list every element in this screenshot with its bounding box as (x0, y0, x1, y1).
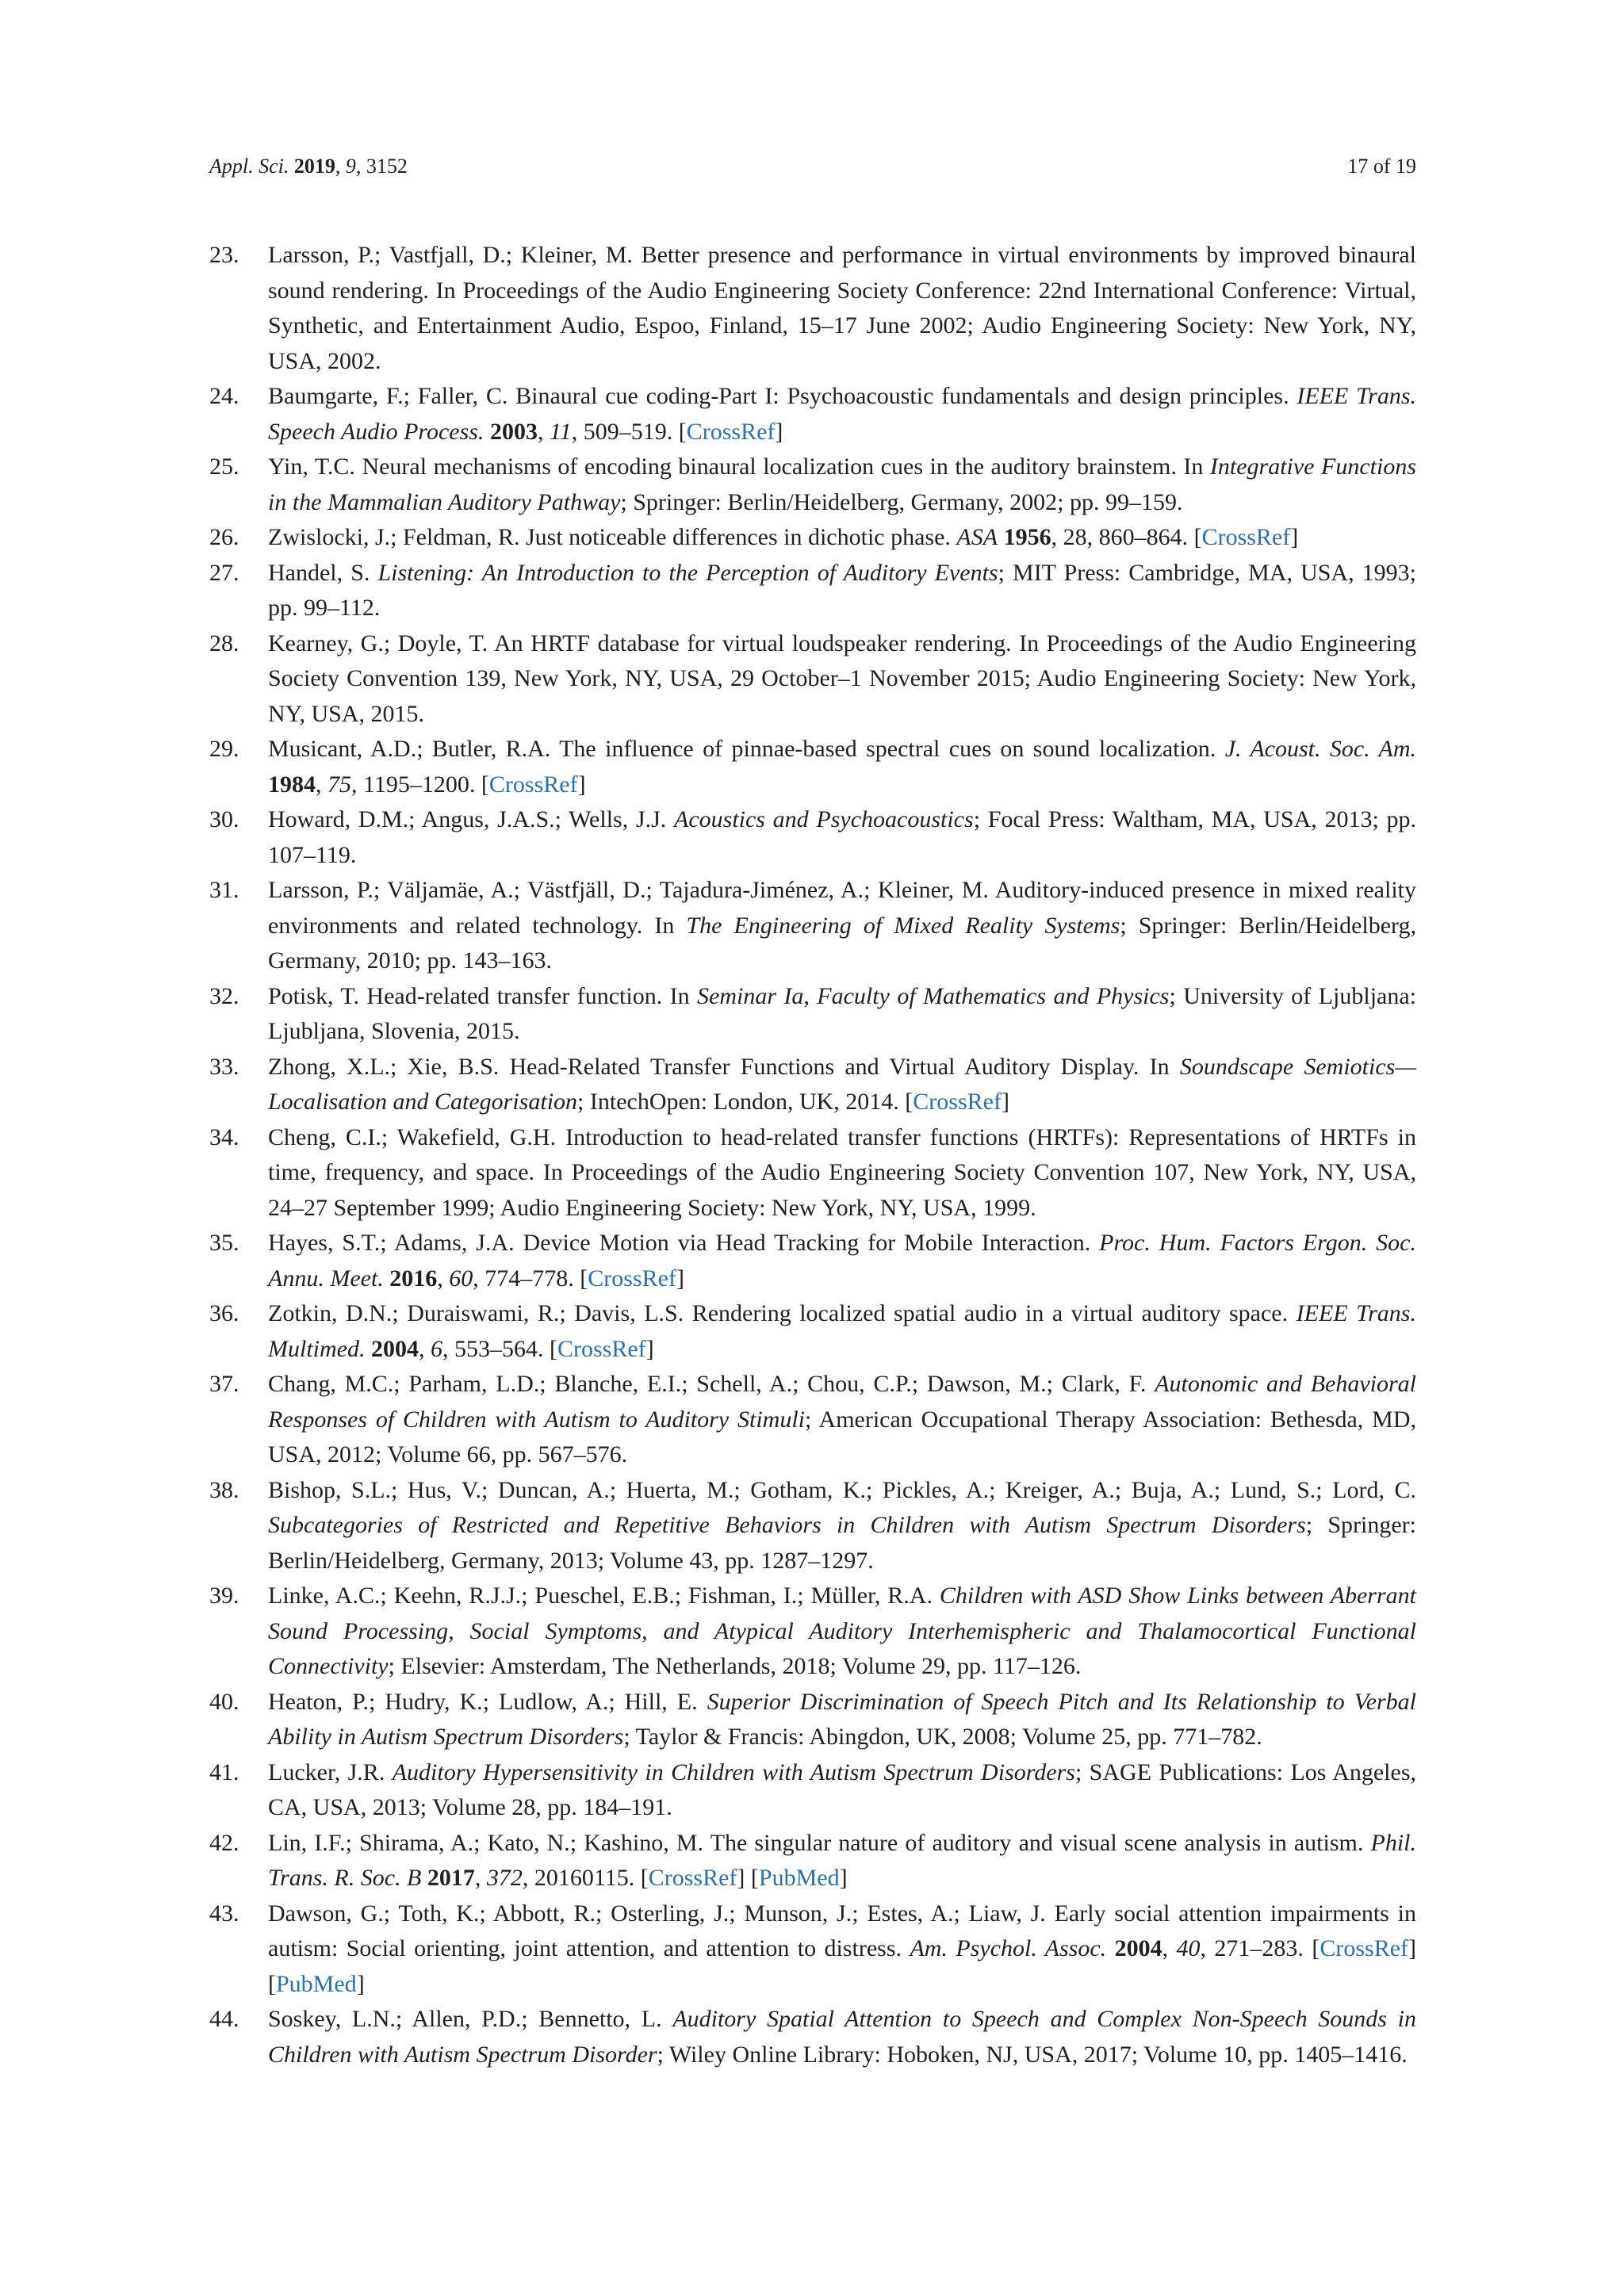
reference-text: Bishop, S.L.; Hus, V.; Duncan, A.; Huerta, M.; Gotham, K.; Pickles, A.; Kreiger, A.; Buja, A.; Lund, S.; Lord, C. (268, 1476, 1416, 1503)
reference-text: ] (676, 1265, 684, 1292)
reference-item (209, 1826, 1416, 1896)
reference-text: Chang, M.C.; Parham, L.D.; Blanche, E.I.; Schell, A.; Chou, C.P.; Dawson, M.; Clark, F. (268, 1371, 1155, 1397)
reference-list (209, 238, 1416, 2072)
reference-number: 37. (209, 1371, 239, 1397)
reference-text: Larsson, P.; Vastfjall, D.; Kleiner, M. Better presence and performance in virtual environments by improved binaural sound rendering. In Proceedings of the Audio Engineering Society Conference: 22nd International Conference: Virtual, Synthetic, and Entertainment Audio, Espoo, Finland, 15–17 June 2002; Audio Engineering Society: New York, NY, USA, 2002. (268, 242, 1416, 374)
crossref-link[interactable]: CrossRef (686, 418, 776, 445)
crossref-link[interactable]: CrossRef (488, 771, 578, 798)
reference-text: ; IntechOpen: London, UK, 2014. [ (577, 1089, 914, 1115)
reference-text: ; Wiley Online Library: Hoboken, NJ, USA, 2017; Volume 10, pp. 1405–1416. (657, 2041, 1408, 2068)
reference-title-italic: Acoustics and Psychoacoustics (674, 806, 974, 832)
journal-article-number: , 3152 (355, 155, 408, 178)
reference-text: ] (1001, 1089, 1009, 1115)
reference-text: Yin, T.C. Neural mechanisms of encoding binaural localization cues in the auditory brainstem. In (268, 453, 1210, 480)
reference-text: , (537, 418, 550, 445)
reference-text: Potisk, T. Head-related transfer function. In (268, 982, 697, 1009)
reference-text: ] (839, 1865, 848, 1891)
reference-text: , 1195–1200. [ (351, 771, 489, 798)
reference-number: 43. (209, 1900, 239, 1927)
crossref-link[interactable]: CrossRef (557, 1335, 646, 1362)
reference-item (209, 732, 1416, 802)
crossref-link[interactable]: CrossRef (588, 1265, 676, 1292)
reference-item (209, 1226, 1416, 1296)
reference-year: 2017 (427, 1865, 475, 1891)
reference-text: Zotkin, D.N.; Duraiswami, R.; Davis, L.S. Rendering localized spatial audio in a virtual auditory space. (268, 1300, 1297, 1326)
reference-text: ; SAGE Publications: Los Angeles, CA, USA, 2013; Volume 28, pp. 184–191. (268, 1758, 1417, 1820)
reference-text: ; Focal Press: Waltham, MA, USA, 2013; pp. 107–119. (268, 806, 1417, 868)
reference-number: 39. (209, 1582, 239, 1609)
reference-text: Zhong, X.L.; Xie, B.S. Head-Related Transfer Functions and Virtual Auditory Display. In (268, 1053, 1180, 1080)
reference-item (209, 1120, 1416, 1226)
reference-title-italic: 40 (1176, 1935, 1201, 1961)
reference-text: Lin, I.F.; Shirama, A.; Kato, N.; Kashino, M. The singular nature of auditory and visual scene analysis in autism. (268, 1829, 1371, 1856)
reference-text: , 271–283. [ (1200, 1935, 1320, 1961)
reference-title-italic: Superior Discrimination of Speech Pitch and Its Relationship to Verbal Ability in Autism Spectrum Disorders (268, 1688, 1417, 1750)
reference-number: 44. (209, 2006, 239, 2032)
reference-title-italic: 75 (327, 771, 351, 798)
pubmed-link[interactable]: PubMed (758, 1865, 840, 1891)
reference-text: ] (775, 418, 783, 445)
reference-year: 1956 (1003, 524, 1051, 550)
reference-title-italic: ASA (956, 524, 998, 550)
reference-number: 24. (209, 383, 239, 409)
reference-number: 31. (209, 877, 239, 903)
reference-year: 2016 (389, 1265, 438, 1292)
journal-name: Appl. Sci. (209, 155, 289, 178)
reference-title-italic: 60 (449, 1265, 473, 1292)
reference-number: 26. (209, 524, 239, 550)
reference-text (998, 524, 1004, 550)
reference-text: , (316, 771, 327, 798)
reference-title-italic: Listening: An Introduction to the Perception of Auditory Events (377, 559, 998, 586)
reference-text: Musicant, A.D.; Butler, R.A. The influence of pinnae-based spectral cues on sound localization. (268, 736, 1225, 762)
reference-number: 33. (209, 1053, 239, 1080)
reference-text (484, 419, 490, 445)
reference-text: Zwislocki, J.; Feldman, R. Just noticeable differences in dichotic phase. (268, 524, 957, 550)
reference-number: 36. (209, 1300, 239, 1326)
reference-text: Dawson, G.; Toth, K.; Abbott, R.; Osterling, J.; Munson, J.; Estes, A.; Liaw, J. Early social attention impairments in autism: Social orienting, joint attention, and attention to distress. (268, 1900, 1416, 1961)
reference-title-italic: J. Acoust. Soc. Am. (1224, 736, 1417, 762)
reference-item (209, 1367, 1416, 1473)
reference-item (209, 873, 1416, 979)
reference-number: 30. (209, 806, 239, 832)
reference-number: 40. (209, 1688, 239, 1715)
reference-title-italic: Phil. Trans. R. Soc. B (268, 1829, 1416, 1891)
reference-item (209, 626, 1416, 733)
reference-title-italic: 372 (486, 1865, 523, 1891)
reference-text: , 20160115. [ (522, 1865, 649, 1891)
reference-item (209, 1685, 1416, 1755)
reference-title-italic: Integrative Functions in the Mammalian Auditory Pathway (268, 453, 1416, 515)
reference-year: 1984 (268, 771, 316, 798)
reference-title-italic: The Engineering of Mixed Reality Systems (686, 912, 1120, 939)
reference-text: ; Springer: Berlin/Heidelberg, Germany, 2010; pp. 143–163. (268, 912, 1416, 974)
reference-item (209, 450, 1416, 520)
reference-text: Heaton, P.; Hudry, K.; Ludlow, A.; Hill, E. (268, 1688, 707, 1715)
reference-year: 2003 (489, 418, 538, 445)
reference-text: Howard, D.M.; Angus, J.A.S.; Wells, J.J. (268, 806, 674, 832)
reference-text: ; Taylor & Francis: Abingdon, UK, 2008; Volume 25, pp. 771–782. (623, 1724, 1262, 1750)
reference-text: ; American Occupational Therapy Association: Bethesda, MD, USA, 2012; Volume 66, pp. 567–576. (268, 1406, 1416, 1468)
reference-text: ; MIT Press: Cambridge, MA, USA, 1993; pp. 99–112. (268, 559, 1416, 621)
reference-text: Kearney, G.; Doyle, T. An HRTF database for virtual loudspeaker rendering. In Proceedings of the Audio Engineering Society Convention 139, New York, NY, USA, 29 October–1 November 2015; Audio Engineering Society: New York, NY, USA, 2015. (268, 629, 1416, 727)
reference-item (209, 520, 1416, 556)
reference-title-italic: Am. Psychol. Assoc. (910, 1935, 1107, 1961)
reference-number: 27. (209, 559, 239, 586)
reference-number: 41. (209, 1758, 239, 1785)
reference-text: , 28, 860–864. [ (1051, 524, 1202, 550)
reference-item (209, 979, 1416, 1050)
reference-item (209, 1755, 1416, 1826)
crossref-link[interactable]: CrossRef (1320, 1935, 1409, 1961)
crossref-link[interactable]: CrossRef (1201, 524, 1291, 550)
reference-number: 23. (209, 242, 239, 268)
reference-number: 25. (209, 453, 239, 480)
reference-title-italic: Children with ASD Show Links between Aberrant Sound Processing, Social Symptoms, and Atypical Auditory Interhemispheric and Thalamocortical Functional Connectivity (268, 1582, 1416, 1679)
reference-item (209, 1896, 1416, 2003)
reference-text: ] [ (268, 1935, 1417, 1997)
reference-text: ] [ (737, 1865, 759, 1891)
reference-text: ; Springer: Berlin/Heidelberg, Germany, 2013; Volume 43, pp. 1287–1297. (268, 1512, 1416, 1574)
reference-text: , 509–519. [ (571, 418, 687, 445)
crossref-link[interactable]: CrossRef (913, 1089, 1002, 1115)
reference-title-italic: 6 (430, 1335, 442, 1362)
reference-text: Baumgarte, F.; Faller, C. Binaural cue coding-Part I: Psychoacoustic fundamentals and design principles. (268, 383, 1297, 409)
reference-text: Cheng, C.I.; Wakefield, G.H. Introduction to head-related transfer functions (HRTFs): Representations of HRTFs in time, frequency, and space. In Proceedings of the Audio Engineering Society Convention 107, New York, NY, USA, 24–27 September 1999; Audio Engineering Society: New York, NY, USA, 1999. (268, 1123, 1416, 1221)
reference-number: 34. (209, 1123, 239, 1150)
reference-item (209, 1578, 1416, 1685)
reference-text: ; Springer: Berlin/Heidelberg, Germany, 2002; pp. 99–159. (620, 488, 1183, 515)
reference-number: 29. (209, 736, 239, 762)
reference-title-italic: Seminar Ia, Faculty of Mathematics and Physics (697, 982, 1170, 1009)
reference-text: ; Elsevier: Amsterdam, The Netherlands, 2018; Volume 29, pp. 117–126. (388, 1653, 1082, 1679)
reference-item (209, 238, 1416, 379)
running-header (209, 151, 1416, 182)
reference-item (209, 1296, 1416, 1367)
reference-text: Lucker, J.R. (268, 1758, 393, 1785)
journal-year: 2019 (293, 155, 335, 178)
reference-title-italic: Subcategories of Restricted and Repetitive Behaviors in Children with Autism Spectrum Disorders (268, 1512, 1306, 1538)
reference-title-italic: 11 (549, 418, 572, 445)
reference-item (209, 1473, 1416, 1579)
reference-number: 42. (209, 1829, 239, 1856)
reference-item (209, 2002, 1416, 2072)
reference-text: , (1162, 1935, 1177, 1961)
reference-year: 2004 (370, 1335, 419, 1362)
reference-text (1106, 1935, 1114, 1961)
page-number: 17 of 19 (1347, 155, 1416, 178)
reference-title-italic: Soundscape Semiotics—Localisation and Categorisation (268, 1053, 1417, 1115)
reference-title-italic: IEEE Trans. Multimed. (268, 1300, 1416, 1362)
reference-item (209, 1050, 1416, 1120)
reference-text: Handel, S. (268, 559, 378, 586)
reference-year: 2004 (1114, 1935, 1162, 1961)
reference-text: Linke, A.C.; Keehn, R.J.J.; Pueschel, E.B.; Fishman, I.; Müller, R.A. (268, 1582, 940, 1609)
reference-title-italic: Auditory Hypersensitivity in Children with Autism Spectrum Disorders (392, 1758, 1075, 1785)
reference-text: Hayes, S.T.; Adams, J.A. Device Motion via Head Tracking for Mobile Interaction. (268, 1230, 1100, 1256)
reference-text: , 774–778. [ (473, 1265, 588, 1292)
crossref-link[interactable]: CrossRef (648, 1865, 737, 1891)
journal-citation: Appl. Sci. 2019, 9, 3152 (209, 155, 408, 178)
reference-text (365, 1336, 371, 1362)
reference-text: , (437, 1265, 450, 1292)
reference-title-italic: Auditory Spatial Attention to Speech and Complex Non-Speech Sounds in Children with Autism Spectrum Disorder (268, 2006, 1417, 2068)
reference-item (209, 802, 1416, 873)
reference-text: Soskey, L.N.; Allen, P.D.; Bennetto, L. (268, 2006, 673, 2032)
reference-text: , (418, 1335, 431, 1362)
journal-volume: 9 (345, 155, 356, 178)
reference-title-italic: Proc. Hum. Factors Ergon. Soc. Annu. Meet. (268, 1230, 1416, 1292)
reference-text: ; University of Ljubljana: Ljubljana, Slovenia, 2015. (268, 982, 1416, 1044)
reference-text: ] (356, 1970, 365, 1997)
reference-text: Larsson, P.; Väljamäe, A.; Västfjäll, D.; Tajadura-Jiménez, A.; Kleiner, M. Auditory-induced presence in mixed reality environments and related technology. In (268, 877, 1416, 939)
reference-number: 28. (209, 629, 239, 656)
reference-text: ] (1290, 524, 1299, 550)
reference-item (209, 379, 1416, 450)
reference-text: , 553–564. [ (442, 1335, 557, 1362)
reference-text (421, 1865, 427, 1891)
reference-text: , (474, 1865, 487, 1891)
reference-item (209, 556, 1416, 626)
reference-number: 38. (209, 1476, 239, 1503)
pubmed-link[interactable]: PubMed (276, 1970, 357, 1997)
reference-text: ] (645, 1335, 654, 1362)
reference-number: 35. (209, 1230, 239, 1256)
reference-title-italic: Autonomic and Behavioral Responses of Children with Autism to Auditory Stimuli (268, 1371, 1416, 1433)
reference-text: ] (577, 771, 586, 798)
reference-title-italic: IEEE Trans. Speech Audio Process. (268, 383, 1416, 445)
reference-number: 32. (209, 982, 239, 1009)
